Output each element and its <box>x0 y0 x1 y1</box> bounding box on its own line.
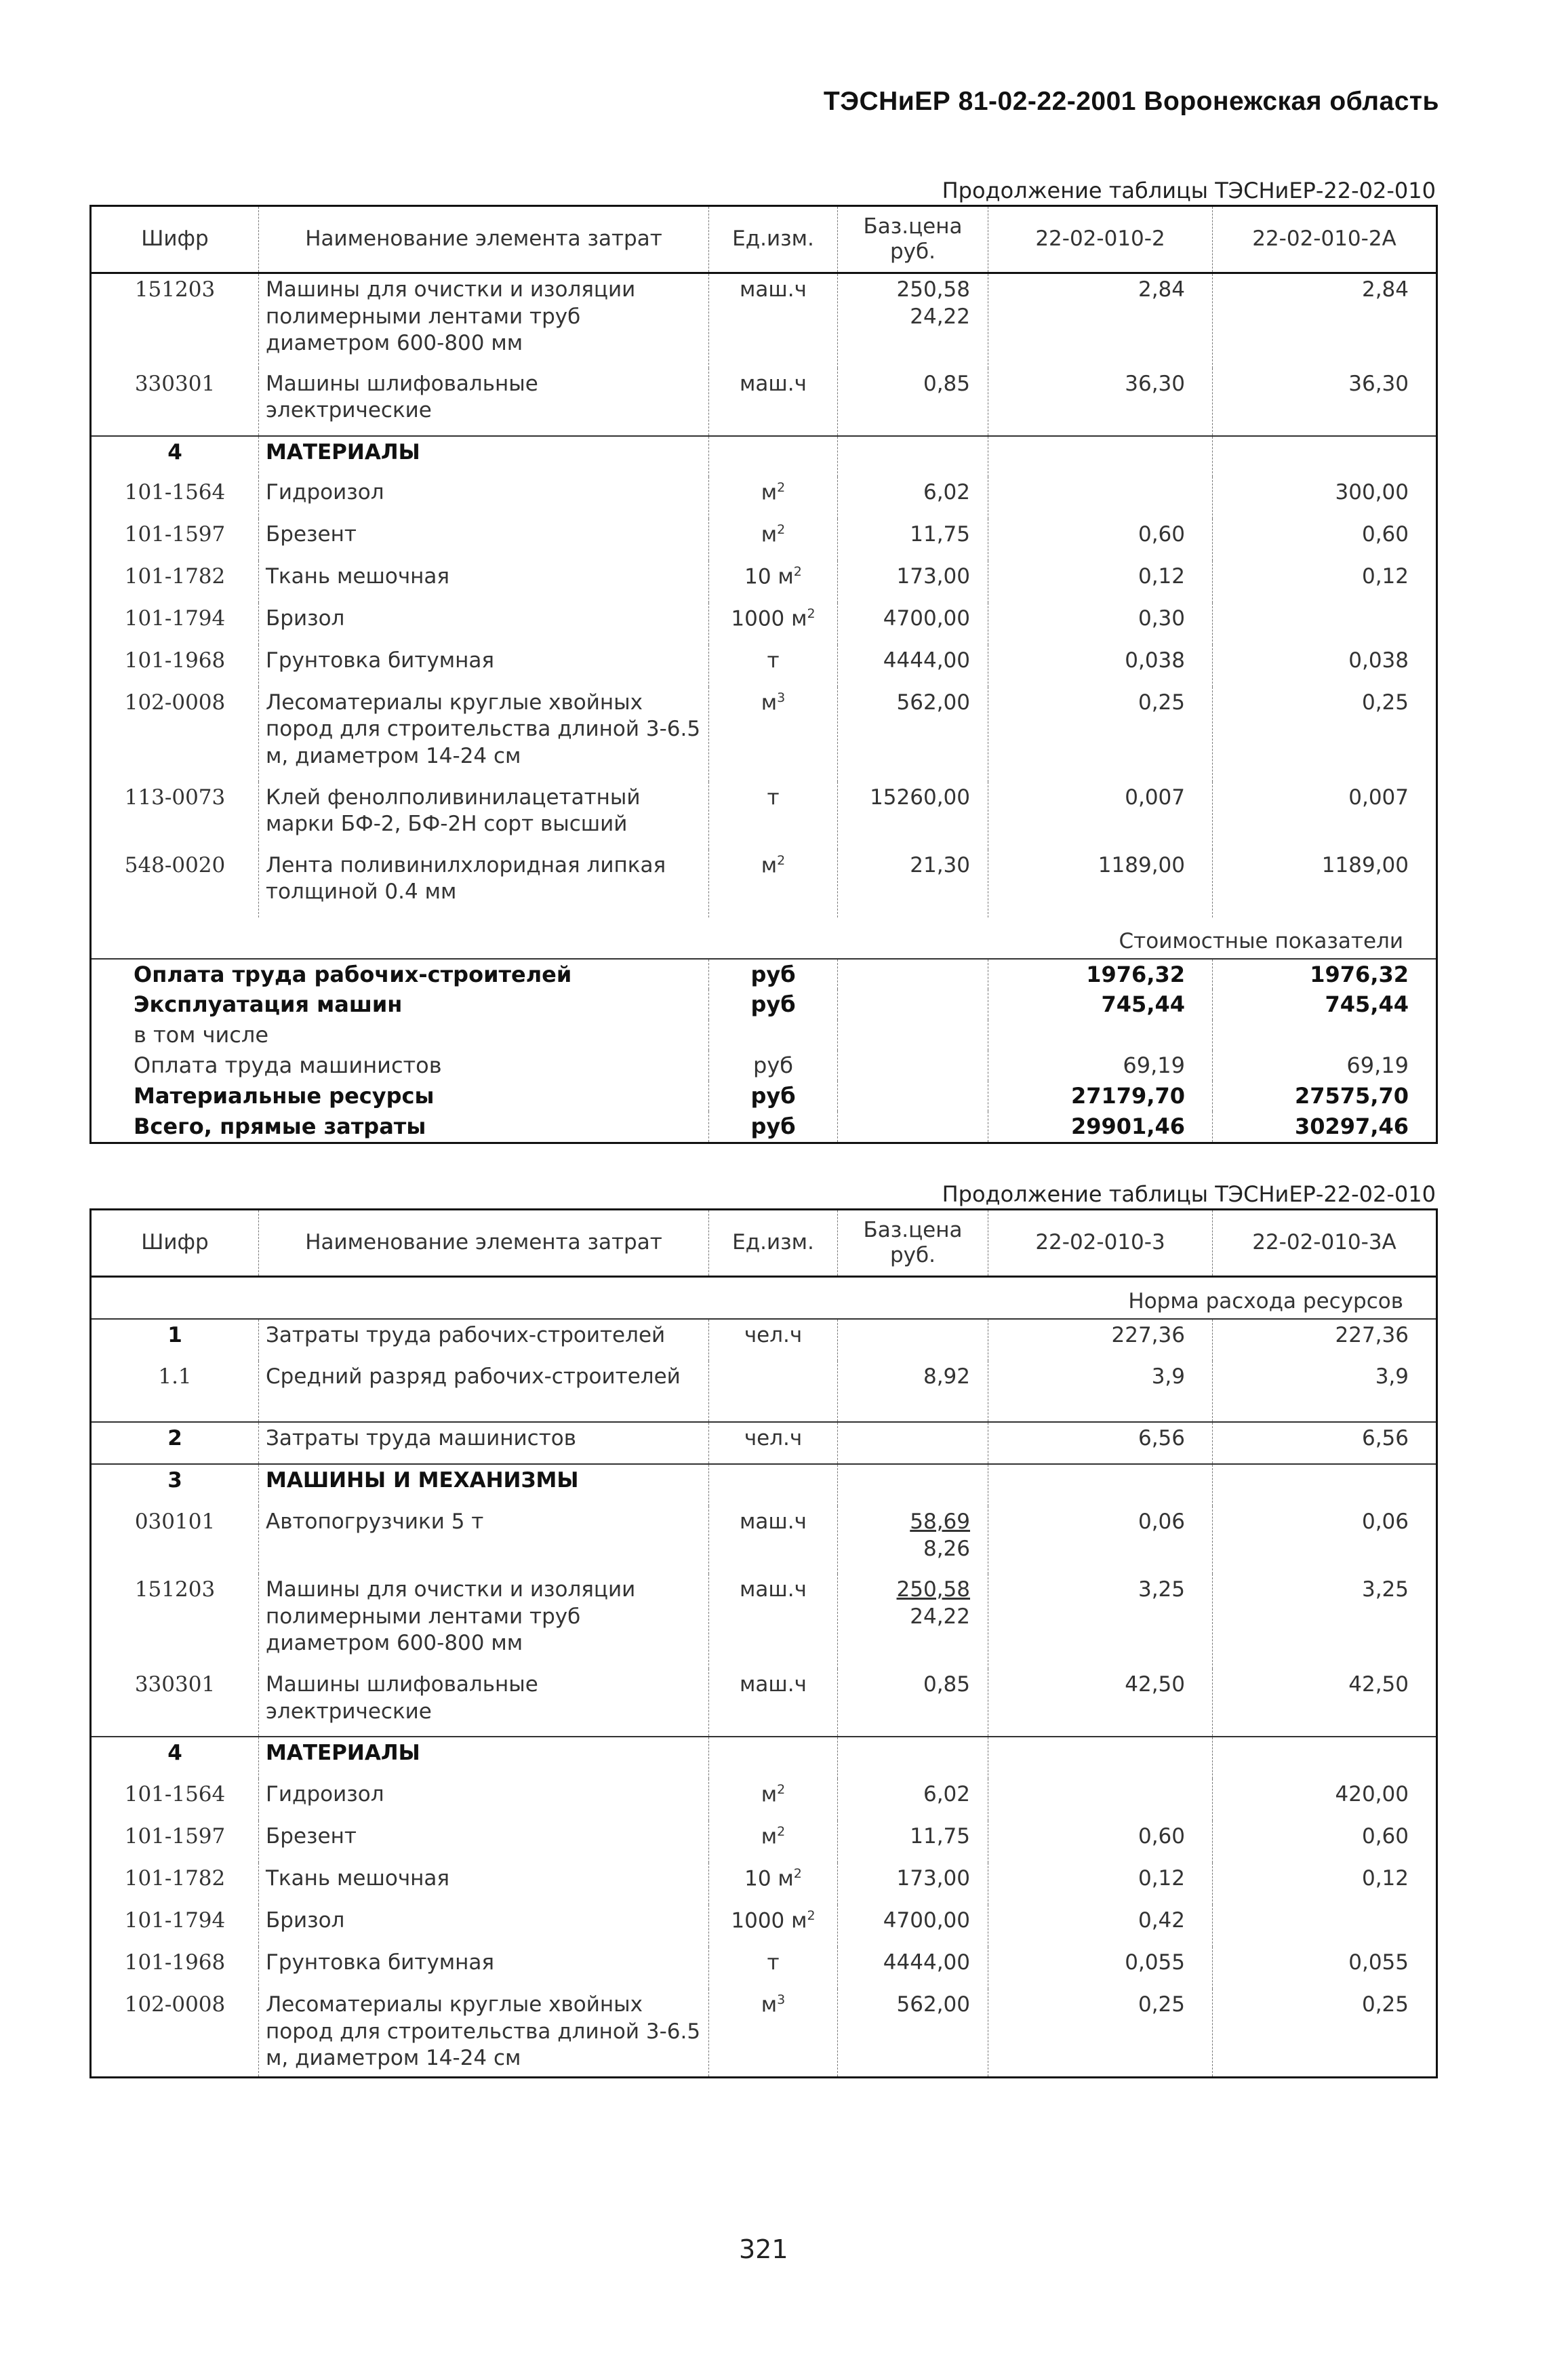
row-value-2: 0,12 <box>1213 561 1437 603</box>
row-value-1: 0,25 <box>988 1989 1213 2077</box>
col-unit-header: Ед.изм. <box>709 1210 838 1277</box>
row-value-1: 0,007 <box>988 782 1213 850</box>
col-norm2-header: 22-02-010-2А <box>1213 206 1437 273</box>
row-name: Автопогрузчики 5 т <box>259 1506 709 1574</box>
row-unit: т <box>709 1947 838 1989</box>
cost-value-1: 745,44 <box>988 989 1213 1020</box>
row-unit: маш.ч <box>709 1506 838 1574</box>
row-value-2: 42,50 <box>1213 1669 1437 1737</box>
table-row <box>91 1506 1437 1574</box>
row-price: 6,02 <box>838 477 988 519</box>
section-title: МАТЕРИАЛЫ <box>259 1737 709 1779</box>
row-unit <box>709 1361 838 1422</box>
row-price <box>838 1574 988 1669</box>
row-price: 562,00 <box>838 687 988 782</box>
row-name: Ткань мешочная <box>259 561 709 603</box>
price-secondary: 8,26 <box>923 1536 970 1561</box>
row-unit: чел.ч <box>709 1319 838 1361</box>
price-secondary: 24,22 <box>910 1604 970 1629</box>
row-unit: маш.ч <box>709 368 838 436</box>
table-row <box>91 1821 1437 1863</box>
row-name: Брезент <box>259 1821 709 1863</box>
cost-unit: руб <box>709 1111 838 1143</box>
table-row <box>91 1669 1437 1737</box>
row-unit: 1000 $м^2$ <box>709 603 838 645</box>
section-title: МАШИНЫ И МЕХАНИЗМЫ <box>259 1464 709 1506</box>
table-row <box>91 782 1437 850</box>
row-code: 101-1794 <box>124 1908 226 1933</box>
table-row <box>91 1863 1437 1905</box>
cost-value-2: 30297,46 <box>1213 1111 1437 1143</box>
cost-row <box>91 1111 1437 1143</box>
cost-name: Всего, прямые затраты <box>134 1113 426 1140</box>
row-unit: чел.ч <box>709 1422 838 1464</box>
table-row <box>91 1905 1437 1947</box>
row-price: 4444,00 <box>838 645 988 687</box>
col-unit-header: Ед.изм. <box>709 206 838 273</box>
row-value-1: 3,9 <box>988 1361 1213 1422</box>
row-value-2: 0,12 <box>1213 1863 1437 1905</box>
row-price: 4700,00 <box>838 603 988 645</box>
row-value-1: 1189,00 <box>988 850 1213 917</box>
row-code: 330301 <box>134 371 216 396</box>
row-value-1: 0,42 <box>988 1905 1213 1947</box>
row-price: 11,75 <box>838 519 988 561</box>
row-unit: т <box>709 645 838 687</box>
price-main: 250,58 <box>896 1577 970 1602</box>
row-value-1: 0,60 <box>988 1821 1213 1863</box>
row-value-1: 3,25 <box>988 1574 1213 1669</box>
row-name: Лесоматериалы круглые хвойных пород для строительства длиной 3-6.5 м, диаметром 14-24 см <box>259 1989 709 2077</box>
col-name-header: Наименование элемента затрат <box>259 206 709 273</box>
cost-label: Стоимостные показатели <box>91 917 1437 959</box>
row-value-1: 0,038 <box>988 645 1213 687</box>
table2 <box>89 1208 1438 2078</box>
col-code-header: Шифр <box>91 1210 259 1277</box>
row-value-1: 0,30 <box>988 603 1213 645</box>
cost-value-1: 27179,70 <box>988 1081 1213 1111</box>
row-name: Машины для очистки и изоляции полимерными лентами труб диаметром 600-800 мм <box>259 1574 709 1669</box>
row-name: Затраты труда рабочих-строителей <box>259 1319 709 1361</box>
row-code: 030101 <box>134 1509 216 1534</box>
norm-label: Норма расхода ресурсов <box>91 1277 1437 1320</box>
page-header-title: ТЭСНиЕР 81-02-22-2001 Воронежская область <box>823 87 1439 116</box>
row-name: Гидроизол <box>259 477 709 519</box>
table-row <box>91 687 1437 782</box>
section-code: 3 <box>91 1464 259 1506</box>
cost-unit: руб <box>709 1050 838 1081</box>
row-value-1 <box>988 1779 1213 1821</box>
table-row <box>91 645 1437 687</box>
cost-value-1: 69,19 <box>988 1050 1213 1081</box>
table-row <box>91 561 1437 603</box>
row-value-2: 0,25 <box>1213 687 1437 782</box>
row-unit: 1000 $м^2$ <box>709 1905 838 1947</box>
norm-label-row <box>91 1277 1437 1320</box>
row-value-2: 227,36 <box>1213 1319 1437 1361</box>
row-code: 101-1597 <box>124 521 226 547</box>
table-row <box>91 1361 1437 1422</box>
row-code: 101-1597 <box>124 1824 226 1849</box>
row-value-1: 0,12 <box>988 1863 1213 1905</box>
row-name: Грунтовка битумная <box>259 1947 709 1989</box>
row-price: 4700,00 <box>838 1905 988 1947</box>
cost-value-2: 745,44 <box>1213 989 1437 1020</box>
table-row <box>91 1319 1437 1361</box>
row-unit: $м^2$ <box>709 850 838 917</box>
cost-label-row <box>91 917 1437 959</box>
cost-value-2: 1976,32 <box>1213 959 1437 990</box>
row-code: 101-1564 <box>124 1782 226 1806</box>
col-norm2-header: 22-02-010-3А <box>1213 1210 1437 1277</box>
row-name: Машины для очистки и изоляции полимерными лентами труб диаметром 600-800 мм <box>259 273 709 368</box>
cost-name: в том числе <box>134 1022 268 1048</box>
row-value-1: 2,84 <box>988 273 1213 368</box>
cost-value-1 <box>988 1020 1213 1050</box>
row-value-2: 0,60 <box>1213 519 1437 561</box>
row-unit: маш.ч <box>709 1574 838 1669</box>
row-unit: маш.ч <box>709 1669 838 1737</box>
price-main: 250,58 <box>896 277 970 302</box>
table-row <box>91 850 1437 917</box>
cost-unit <box>709 1020 838 1050</box>
row-price: 562,00 <box>838 1989 988 2077</box>
row-code: 1.1 <box>158 1364 192 1389</box>
cost-name: Оплата труда машинистов <box>134 1052 442 1079</box>
section-row-machines <box>91 1464 1437 1506</box>
row-value-2 <box>1213 603 1437 645</box>
col-price-header: Баз.цена руб. <box>838 206 988 273</box>
row-value-2: 0,06 <box>1213 1506 1437 1574</box>
cost-name: Эксплуатация машин <box>134 991 403 1018</box>
cost-value-2 <box>1213 1020 1437 1050</box>
row-unit: $м^3$ <box>709 687 838 782</box>
row-value-1: 0,12 <box>988 561 1213 603</box>
row-unit: $м^2$ <box>709 477 838 519</box>
row-price <box>838 1319 988 1361</box>
table-row <box>91 1947 1437 1989</box>
row-price <box>838 1506 988 1574</box>
row-unit: $м^3$ <box>709 1989 838 2077</box>
row-unit: $м^2$ <box>709 519 838 561</box>
row-name: Клей фенолполивинилацетатный марки БФ-2, БФ-2Н сорт высший <box>259 782 709 850</box>
row-value-2: 1189,00 <box>1213 850 1437 917</box>
row-value-2: 3,25 <box>1213 1574 1437 1669</box>
col-norm1-header: 22-02-010-3 <box>988 1210 1213 1277</box>
col-price-header: Баз.цена руб. <box>838 1210 988 1277</box>
cost-value-2: 27575,70 <box>1213 1081 1437 1111</box>
table-row <box>91 1989 1437 2077</box>
row-name: Гидроизол <box>259 1779 709 1821</box>
row-code: 101-1782 <box>124 564 226 589</box>
row-price: 0,85 <box>838 368 988 436</box>
row-price: 15260,00 <box>838 782 988 850</box>
page-number: 321 <box>739 2234 788 2264</box>
cost-unit: руб <box>709 959 838 990</box>
row-code: 113-0073 <box>124 785 226 810</box>
section-row-materials <box>91 1737 1437 1779</box>
row-value-2: 36,30 <box>1213 368 1437 436</box>
row-unit: т <box>709 782 838 850</box>
row-value-2: 0,007 <box>1213 782 1437 850</box>
cost-unit: руб <box>709 1081 838 1111</box>
row-unit: 10 $м^2$ <box>709 561 838 603</box>
row-name: Ткань мешочная <box>259 1863 709 1905</box>
row-name: Бризол <box>259 603 709 645</box>
row-name: Машины шлифовальные электрические <box>259 368 709 436</box>
cost-row <box>91 1020 1437 1050</box>
row-value-2 <box>1213 1905 1437 1947</box>
row-price: 173,00 <box>838 1863 988 1905</box>
row-value-1: 0,60 <box>988 519 1213 561</box>
cost-name: Материальные ресурсы <box>134 1083 435 1109</box>
row-price: 6,02 <box>838 1779 988 1821</box>
row-code: 330301 <box>134 1672 216 1697</box>
row-value-1: 36,30 <box>988 368 1213 436</box>
row-name: Грунтовка битумная <box>259 645 709 687</box>
row-value-1: 6,56 <box>988 1422 1213 1464</box>
table1 <box>89 205 1438 1144</box>
section-row-materials <box>91 436 1437 477</box>
table-row <box>91 1779 1437 1821</box>
row-price: 11,75 <box>838 1821 988 1863</box>
row-value-1 <box>988 477 1213 519</box>
table-row <box>91 1422 1437 1464</box>
cost-value-2: 69,19 <box>1213 1050 1437 1081</box>
row-value-2: 6,56 <box>1213 1422 1437 1464</box>
row-code: 101-1968 <box>124 1950 226 1975</box>
table-row <box>91 273 1437 368</box>
row-code: 101-1782 <box>124 1866 226 1891</box>
table-row <box>91 477 1437 519</box>
row-value-2: 420,00 <box>1213 1779 1437 1821</box>
table1-header-row <box>91 206 1437 273</box>
row-price <box>838 1422 988 1464</box>
cost-row <box>91 959 1437 990</box>
price-main: 58,69 <box>910 1509 970 1534</box>
cost-row <box>91 1050 1437 1081</box>
row-value-1: 0,06 <box>988 1506 1213 1574</box>
section-code: 4 <box>91 1737 259 1779</box>
row-name: Средний разряд рабочих-строителей <box>259 1361 709 1422</box>
row-unit: маш.ч <box>709 273 838 368</box>
table-row <box>91 368 1437 436</box>
row-value-2: 2,84 <box>1213 273 1437 368</box>
col-code-header: Шифр <box>91 206 259 273</box>
row-price <box>838 273 988 368</box>
row-code: 151203 <box>134 277 216 302</box>
row-name: Брезент <box>259 519 709 561</box>
row-value-1: 0,055 <box>988 1947 1213 1989</box>
row-unit: $м^2$ <box>709 1779 838 1821</box>
table2-header-row <box>91 1210 1437 1277</box>
cost-unit: руб <box>709 989 838 1020</box>
row-name: Бризол <box>259 1905 709 1947</box>
cost-name: Оплата труда рабочих-строителей <box>134 961 572 987</box>
row-code: 102-0008 <box>124 690 226 715</box>
row-unit: $м^2$ <box>709 1821 838 1863</box>
table1-caption: Продолжение таблицы ТЭСНиЕР-22-02-010 <box>942 178 1436 203</box>
row-price: 4444,00 <box>838 1947 988 1989</box>
row-code: 1 <box>167 1323 182 1347</box>
section-code: 4 <box>91 436 259 477</box>
row-value-2: 0,055 <box>1213 1947 1437 1989</box>
row-value-2: 3,9 <box>1213 1361 1437 1422</box>
row-value-2: 0,038 <box>1213 645 1437 687</box>
row-code: 102-0008 <box>124 1992 226 2017</box>
row-unit: 10 $м^2$ <box>709 1863 838 1905</box>
table-row <box>91 603 1437 645</box>
row-price: 173,00 <box>838 561 988 603</box>
row-value-2: 300,00 <box>1213 477 1437 519</box>
row-name: Лента поливинилхлоридная липкая толщиной 0.4 мм <box>259 850 709 917</box>
cost-row <box>91 989 1437 1020</box>
row-code: 101-1968 <box>124 648 226 673</box>
section-title: МАТЕРИАЛЫ <box>259 436 709 477</box>
cost-row <box>91 1081 1437 1111</box>
row-value-1: 42,50 <box>988 1669 1213 1737</box>
row-name: Лесоматериалы круглые хвойных пород для строительства длиной 3-6.5 м, диаметром 14-24 см <box>259 687 709 782</box>
row-value-1: 0,25 <box>988 687 1213 782</box>
row-value-2: 0,60 <box>1213 1821 1437 1863</box>
row-price: 8,92 <box>838 1361 988 1422</box>
row-code: 2 <box>91 1422 259 1464</box>
row-code: 548-0020 <box>124 852 226 877</box>
cost-value-1: 29901,46 <box>988 1111 1213 1143</box>
row-value-1: 227,36 <box>988 1319 1213 1361</box>
cost-value-1: 1976,32 <box>988 959 1213 990</box>
row-code: 101-1794 <box>124 606 226 631</box>
table-row <box>91 1574 1437 1669</box>
price-secondary: 24,22 <box>910 304 970 329</box>
row-name: Машины шлифовальные электрические <box>259 1669 709 1737</box>
row-price: 0,85 <box>838 1669 988 1737</box>
table2-caption: Продолжение таблицы ТЭСНиЕР-22-02-010 <box>942 1181 1436 1207</box>
table-row <box>91 519 1437 561</box>
col-norm1-header: 22-02-010-2 <box>988 206 1213 273</box>
row-name: Затраты труда машинистов <box>259 1422 709 1464</box>
row-code: 101-1564 <box>124 479 226 505</box>
row-value-2: 0,25 <box>1213 1989 1437 2077</box>
row-price: 21,30 <box>838 850 988 917</box>
col-name-header: Наименование элемента затрат <box>259 1210 709 1277</box>
row-code: 151203 <box>134 1577 216 1602</box>
